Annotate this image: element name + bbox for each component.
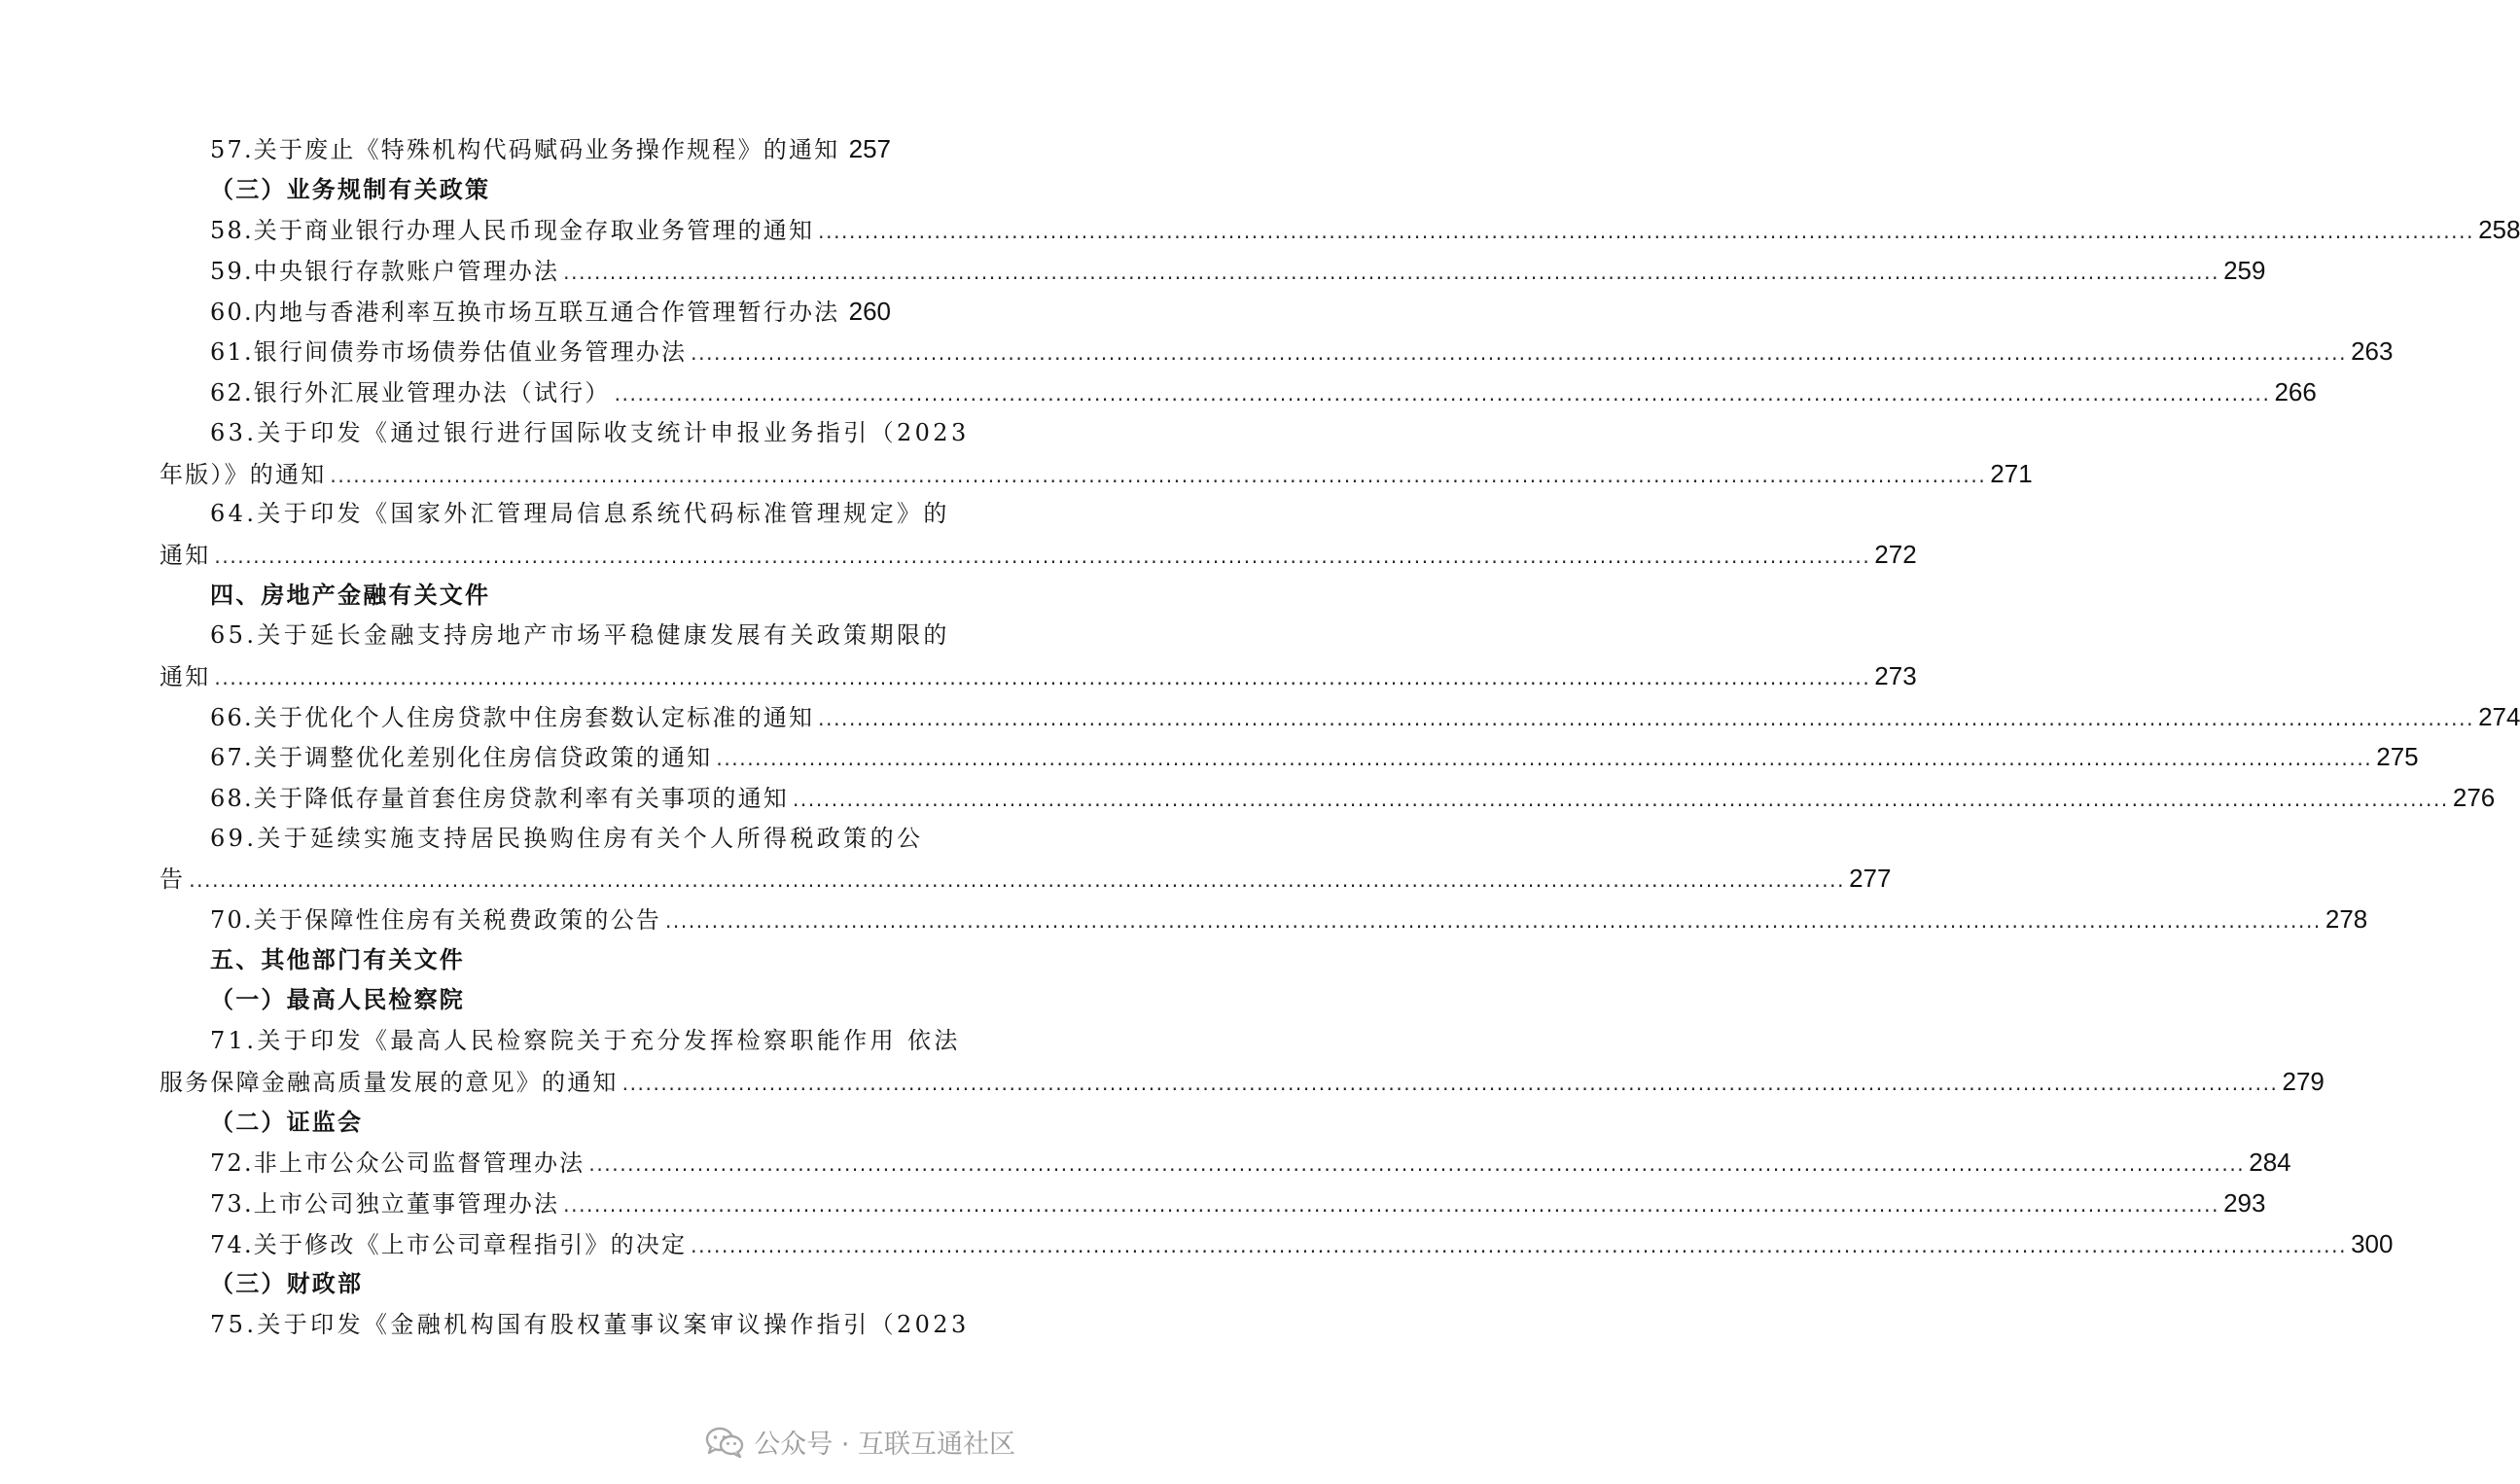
page-number: 273 [1874,660,1917,690]
page-number: 266 [2274,377,2317,407]
entry-title: 62.银行外汇展业管理办法（试行） [210,379,611,407]
dot-leader [818,212,2474,253]
dot-leader [691,1226,2347,1267]
toc-entry [160,332,2394,372]
page-number: 284 [2249,1148,2291,1178]
toc-entry [160,1021,961,1062]
entry-title-continued: 年版）》的通知 [160,460,327,488]
toc-entry-continued [160,535,1917,576]
heading-text: （三）业务规制有关政策 [210,175,491,203]
dot-leader [214,537,1870,578]
page-number: 272 [1874,539,1917,569]
entry-title-continued: 告 [160,866,186,894]
toc-entry-continued [160,656,1917,697]
entry-title: 72.非上市公众公司监督管理办法 [210,1149,586,1178]
dot-leader [716,739,2372,780]
page-number: 277 [1849,864,1892,894]
heading-text: （一）最高人民检察院 [210,986,465,1014]
dot-leader [665,901,2322,942]
toc-entry [160,616,950,656]
dot-leader [793,780,2449,821]
entry-title: 61.银行间债券市场债券估值业务管理办法 [210,338,688,367]
toc-entry [160,413,970,454]
toc-entry-continued [160,859,1892,900]
entry-title: 73.上市公司独立董事管理办法 [210,1189,560,1218]
dot-leader [214,658,1870,699]
toc-heading [160,1103,891,1144]
toc-entry [160,292,891,333]
toc-heading [160,170,891,211]
dot-leader [615,374,2271,415]
entry-title: 71.关于印发《最高人民检察院关于充分发挥检察职能作用 依法 [210,1027,961,1055]
entry-title: 65.关于延长金融支持房地产市场平稳健康发展有关政策期限的 [210,621,950,650]
page-number: 260 [848,296,891,326]
toc-entry [160,900,2368,940]
toc-entry [160,129,891,170]
page-number: 271 [1990,458,2033,488]
entry-title: 67.关于调整优化差别化住房信贷政策的通知 [210,744,713,772]
page-number: 300 [2351,1228,2394,1258]
toc-entry [160,697,2520,738]
page-number: 257 [848,134,891,163]
heading-text: 五、其他部门有关文件 [210,945,465,973]
toc-entry [160,1224,2394,1265]
page-number: 293 [2223,1187,2266,1218]
page-number: 276 [2452,783,2496,812]
toc-entry-continued [160,454,2033,495]
dot-leader [691,334,2347,374]
dot-leader [818,699,2474,740]
toc-entry-continued [160,1062,2325,1103]
heading-text: （二）证监会 [210,1108,364,1136]
toc-entry [160,819,924,860]
entry-title: 74.关于修改《上市公司章程指引》的决定 [210,1230,688,1258]
entry-title: 60.内地与香港利率互换市场互联互通合作管理暂行办法 [210,298,840,326]
toc-entry [160,1143,2291,1184]
entry-title: 75.关于印发《金融机构国有股权董事议案审议操作指引（2023 [210,1310,970,1338]
entry-title: 63.关于印发《通过银行进行国际收支统计申报业务指引（2023 [210,418,970,446]
watermark [705,1423,1015,1461]
entry-title: 59.中央银行存款账户管理办法 [210,258,560,286]
dot-leader [622,1064,2279,1105]
toc-entry [160,251,2266,292]
dot-leader [563,1185,2219,1226]
toc-entry [160,210,2520,251]
dot-leader [189,861,1845,901]
toc-heading [160,940,891,981]
heading-text: 四、房地产金融有关文件 [210,581,491,609]
dot-leader [588,1145,2245,1185]
toc-entry [160,778,2496,819]
entry-title: 69.关于延续实施支持居民换购住房有关个人所得税政策的公 [210,824,924,852]
table-of-contents [160,129,2520,1346]
wechat-icon [705,1427,744,1458]
toc-heading [160,980,891,1021]
dot-leader [563,253,2219,294]
toc-entry [160,1184,2266,1224]
toc-heading [160,576,891,617]
page-number: 279 [2282,1066,2325,1096]
page-number: 259 [2223,256,2266,286]
page-number: 263 [2351,336,2394,367]
page-number: 278 [2325,904,2368,935]
toc-entry [160,494,950,535]
heading-text: （三）财政部 [210,1270,364,1298]
toc-entry [160,1305,970,1346]
dot-leader [330,456,1986,497]
entry-title: 70.关于保障性住房有关税费政策的公告 [210,906,661,935]
entry-title: 58.关于商业银行办理人民币现金存取业务管理的通知 [210,217,815,245]
page-number: 275 [2376,742,2419,772]
toc-entry [160,372,2317,413]
entry-title: 66.关于优化个人住房贷款中住房套数认定标准的通知 [210,703,815,731]
toc-entry [160,737,2419,778]
page-number: 274 [2478,701,2520,731]
watermark-text: 公众号 · 互联互通社区 [754,1430,1015,1460]
toc-heading [160,1264,891,1305]
entry-title: 64.关于印发《国家外汇管理局信息系统代码标准管理规定》的 [210,500,950,528]
dot-leader [843,131,844,172]
entry-title: 68.关于降低存量首套住房贷款利率有关事项的通知 [210,785,789,812]
page-number: 258 [2478,215,2520,245]
dot-leader [843,294,844,335]
entry-title-continued: 通知 [160,541,211,569]
entry-title-continued: 通知 [160,662,211,690]
entry-title: 57.关于废止《特殊机构代码赋码业务操作规程》的通知 [210,136,840,163]
entry-title-continued: 服务保障金融高质量发展的意见》的通知 [160,1068,619,1096]
